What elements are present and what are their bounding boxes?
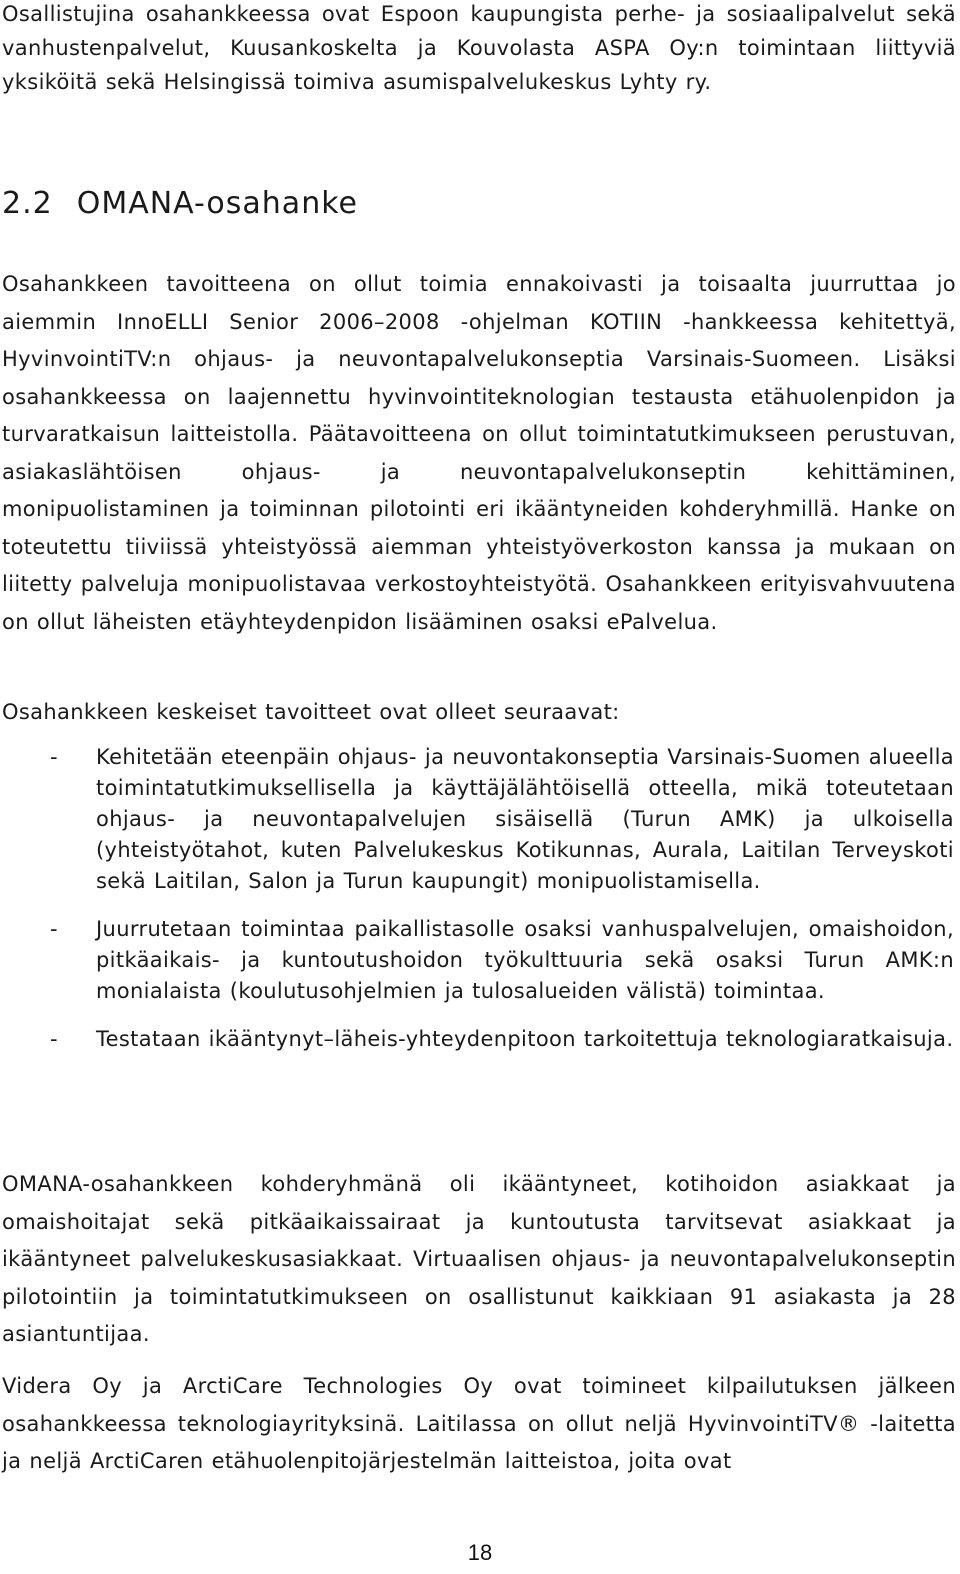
intro-paragraph: Osallistujina osahankkeessa ovat Espoon kaupungista perhe- ja sosiaalipalvelut sekä vanhustenpalvelut, Kuusankoskelta ja Kouvolasta ASPA Oy:n toimintaan liittyviä yksiköitä sekä Helsingissä toimiva asumispalvelukeskus Lyhty ry. [2,2,956,94]
technology-paragraph: Videra Oy ja ArctiCare Technologies Oy ovat toimineet kilpailutuksen jälkeen osahankkeessa teknologiayrityksinä. Laitilassa on ollut neljä HyvinvointiTV® -laitetta ja neljä ArctiCaren etähuolenpitojärjestelmän laitteistoa, joita ovat [2,1374,956,1473]
section-heading [2,186,358,221]
list-item [0,742,960,897]
bullet-dash: - [50,745,58,769]
target-group-paragraph: OMANA-osahankkeen kohderyhmänä oli ikääntyneet, kotihoidon asiakkaat ja omaishoitajat sekä pitkäaikaissairaat ja kuntoutusta tarvitsevat asiakkaat ja ikääntyneet palvelukeskusasiakkaat. Virtuaalisen ohjaus- ja neuvontapalvelukonseptin pilotointiin ja toimintatutkimukseen on osallistunut kaikkiaan 91 asiakasta ja 28 asiantuntijaa. [2,1172,956,1346]
list-item [0,1024,960,1055]
list-intro-paragraph: Osahankkeen keskeiset tavoitteet ovat olleet seuraavat: [2,700,620,724]
body-paragraph: Osahankkeen tavoitteena on ollut toimia ennakoivasti ja toisaalta juurruttaa jo aiemmin InnoELLI Senior 2006–2008 -ohjelman KOTIIN -hankkeessa kehitettyä, HyvinvointiTV:n ohjaus- ja neuvontapalvelukonseptia Varsinais-Suomeen. Lisäksi osahankkeessa on laajennettu hyvinvointiteknologian testausta etähuolenpidon ja turvaratkaisun laitteistolla. Päätavoitteena on ollut toimintatutkimukseen perustuvan, asiakaslähtöisen ohjaus- ja neuvontapalvelukonseptin kehittäminen, monipuolistaminen ja toiminnan pilotointi eri ikääntyneiden kohderyhmillä. Hanke on toteutettu tiiviissä yhteistyössä aiemman yhteistyöverkoston kanssa ja mukaan on liitetty palveluja monipuolistavaa verkostoyhteistyötä. Osahankkeen erityisvahvuutena on ollut läheisten etäyhteydenpidon lisääminen osaksi ePalvelua. [2,272,956,634]
page-number: 18 [467,1540,493,1565]
bullet-dash: - [50,1027,58,1051]
section-number: 2.2 [2,186,53,221]
list-item [0,914,960,1007]
section-title: OMANA-osahanke [76,186,358,221]
list-item-text: Juurrutetaan toimintaa paikallistasolle osaksi vanhuspalvelujen, omaishoidon, pitkäaikais- ja kuntoutushoidon työkulttuuria sekä osaksi Turun AMK:n monialaista (koulutusohjelmien ja tulosalueiden välistä) toimintaa. [96,917,954,1003]
list-item-text: Kehitetään eteenpäin ohjaus- ja neuvontakonseptia Varsinais-Suomen alueella toimintatutkimuksellisella ja käyttäjälähtöisellä otteella, mikä toteutetaan ohjaus- ja neuvontapalvelujen sisäisellä (Turun AMK) ja ulkoisella (yhteistyötahot, kuten Palvelukeskus Kotikunnas, Aurala, Laitilan Terveyskoti sekä Laitilan, Salon ja Turun kaupungit) monipuolistamisella. [96,745,954,893]
list-item-text: Testataan ikääntynyt–läheis-yhteydenpitoon tarkoitettuja teknologiaratkaisuja. [96,1027,954,1051]
bullet-dash: - [50,917,58,941]
goals-list [0,742,960,1072]
